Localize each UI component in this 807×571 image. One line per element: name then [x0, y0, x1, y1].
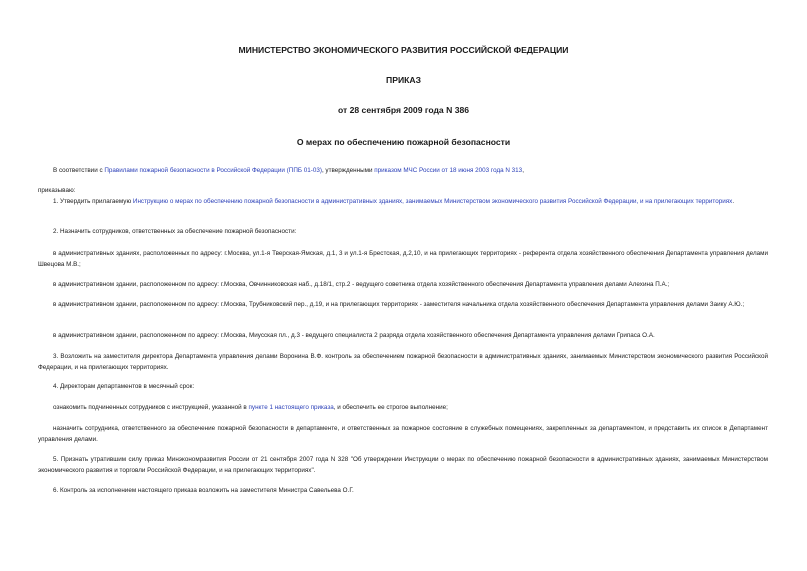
order-word: приказываю:	[38, 187, 76, 194]
paragraph-1-pre: 1. Утвердить прилагаемую	[53, 198, 133, 205]
paragraph-5: 5. Признать утратившим силу приказ Минэкономразвития России от 21 сентября 2007 года N 328 "Об утверждении Инструкции о мерах по обеспечению пожарной безопасности в административных зданиях, занимаемых Министерством экономического развития и торговли Российской Федерации, и на прилегающих территориях".	[38, 456, 768, 474]
paragraph-2a: в административных зданиях, расположенных по адресу: г.Москва, ул.1-я Тверская-Ямская, д.1, 3 и ул.1-я Брестская, д.2,10, и на прилегающих территориях - референта отдела хозяйственного обеспечения Департамента управления делами Швецова М.В.;	[38, 250, 768, 268]
paragraph-2b: в административном здании, расположенном по адресу: г.Москва, Овчинниковская наб., д.18/1, стр.2 - ведущего советника отдела хозяйственного обеспечения Департамента управления делами Алехина П.А.;	[53, 281, 670, 288]
paragraph-1-post: .	[732, 198, 735, 205]
paragraph-3: 3. Возложить на заместителя директора Департамента управления делами Воронина В.Ф. контроль за обеспечением пожарной безопасности в административных зданиях, занимаемых Министерством экономического развития Российской Федерации, и на прилегающих территориях.	[38, 353, 768, 371]
mchs-order-link[interactable]: приказом МЧС России от 18 июня 2003 года N 313	[374, 167, 523, 174]
paragraph-2d: в административном здании, расположенном по адресу: г.Москва, Миусская пл., д.3 - ведущего специалиста 2 разряда отдела хозяйственного обеспечения Департамента управления делами Грипаса О.А.	[53, 332, 655, 339]
intro-pre: В соответствии с	[53, 167, 105, 174]
paragraph-4b: назначить сотрудника, ответственного за обеспечение пожарной безопасности в департаменте, и ответственных за пожарное состояние в служебных помещениях, закрепленных за департаментом, и представить их список в Департамент управления делами.	[38, 425, 768, 443]
fire-rules-link[interactable]: Правилами пожарной безопасности в Российской Федерации (ППБ 01-03)	[104, 167, 322, 174]
paragraph-4a-post: , и обеспечить ее строгое выполнение;	[333, 404, 448, 411]
intro-post: ,	[522, 167, 524, 174]
document-date-number: от 28 сентября 2009 года N 386	[337, 105, 470, 115]
intro-paragraph	[38, 166, 768, 177]
ministry-title: МИНИСТЕРСТВО ЭКОНОМИЧЕСКОГО РАЗВИТИЯ РОССИЙСКОЙ ФЕДЕРАЦИИ	[238, 45, 569, 55]
paragraph-2c: в административном здании, расположенном по адресу: г.Москва, Трубниковский пер., д.19, и на прилегающих территориях - заместителя начальника отдела хозяйственного обеспечения Департамента управления делами Заику А.Ю.;	[53, 301, 745, 308]
paragraph-4a-pre: ознакомить подчиненных сотрудников с инструкцией, указанной в	[53, 404, 249, 411]
clause-1-link[interactable]: пункте 1 настоящего приказа	[248, 404, 334, 411]
paragraph-6: 6. Контроль за исполнением настоящего приказа возложить на заместителя Министра Савельева О.Г.	[53, 487, 354, 494]
document-type: ПРИКАЗ	[386, 75, 421, 85]
paragraph-4: 4. Директорам департаментов в месячный срок:	[53, 383, 195, 390]
document-subject: О мерах по обеспечению пожарной безопасности	[296, 137, 511, 147]
instruction-link[interactable]: Инструкцию о мерах по обеспечению пожарной безопасности в административных зданиях, занимаемых Министерством экономического развития Российской Федерации, и на прилегающих территориях	[132, 198, 733, 205]
paragraph-2: 2. Назначить сотрудников, ответственных за обеспечение пожарной безопасности:	[53, 228, 297, 235]
paragraph-1	[38, 197, 768, 208]
intro-mid: , утвержденными	[321, 167, 375, 174]
paragraph-4a	[38, 403, 768, 414]
